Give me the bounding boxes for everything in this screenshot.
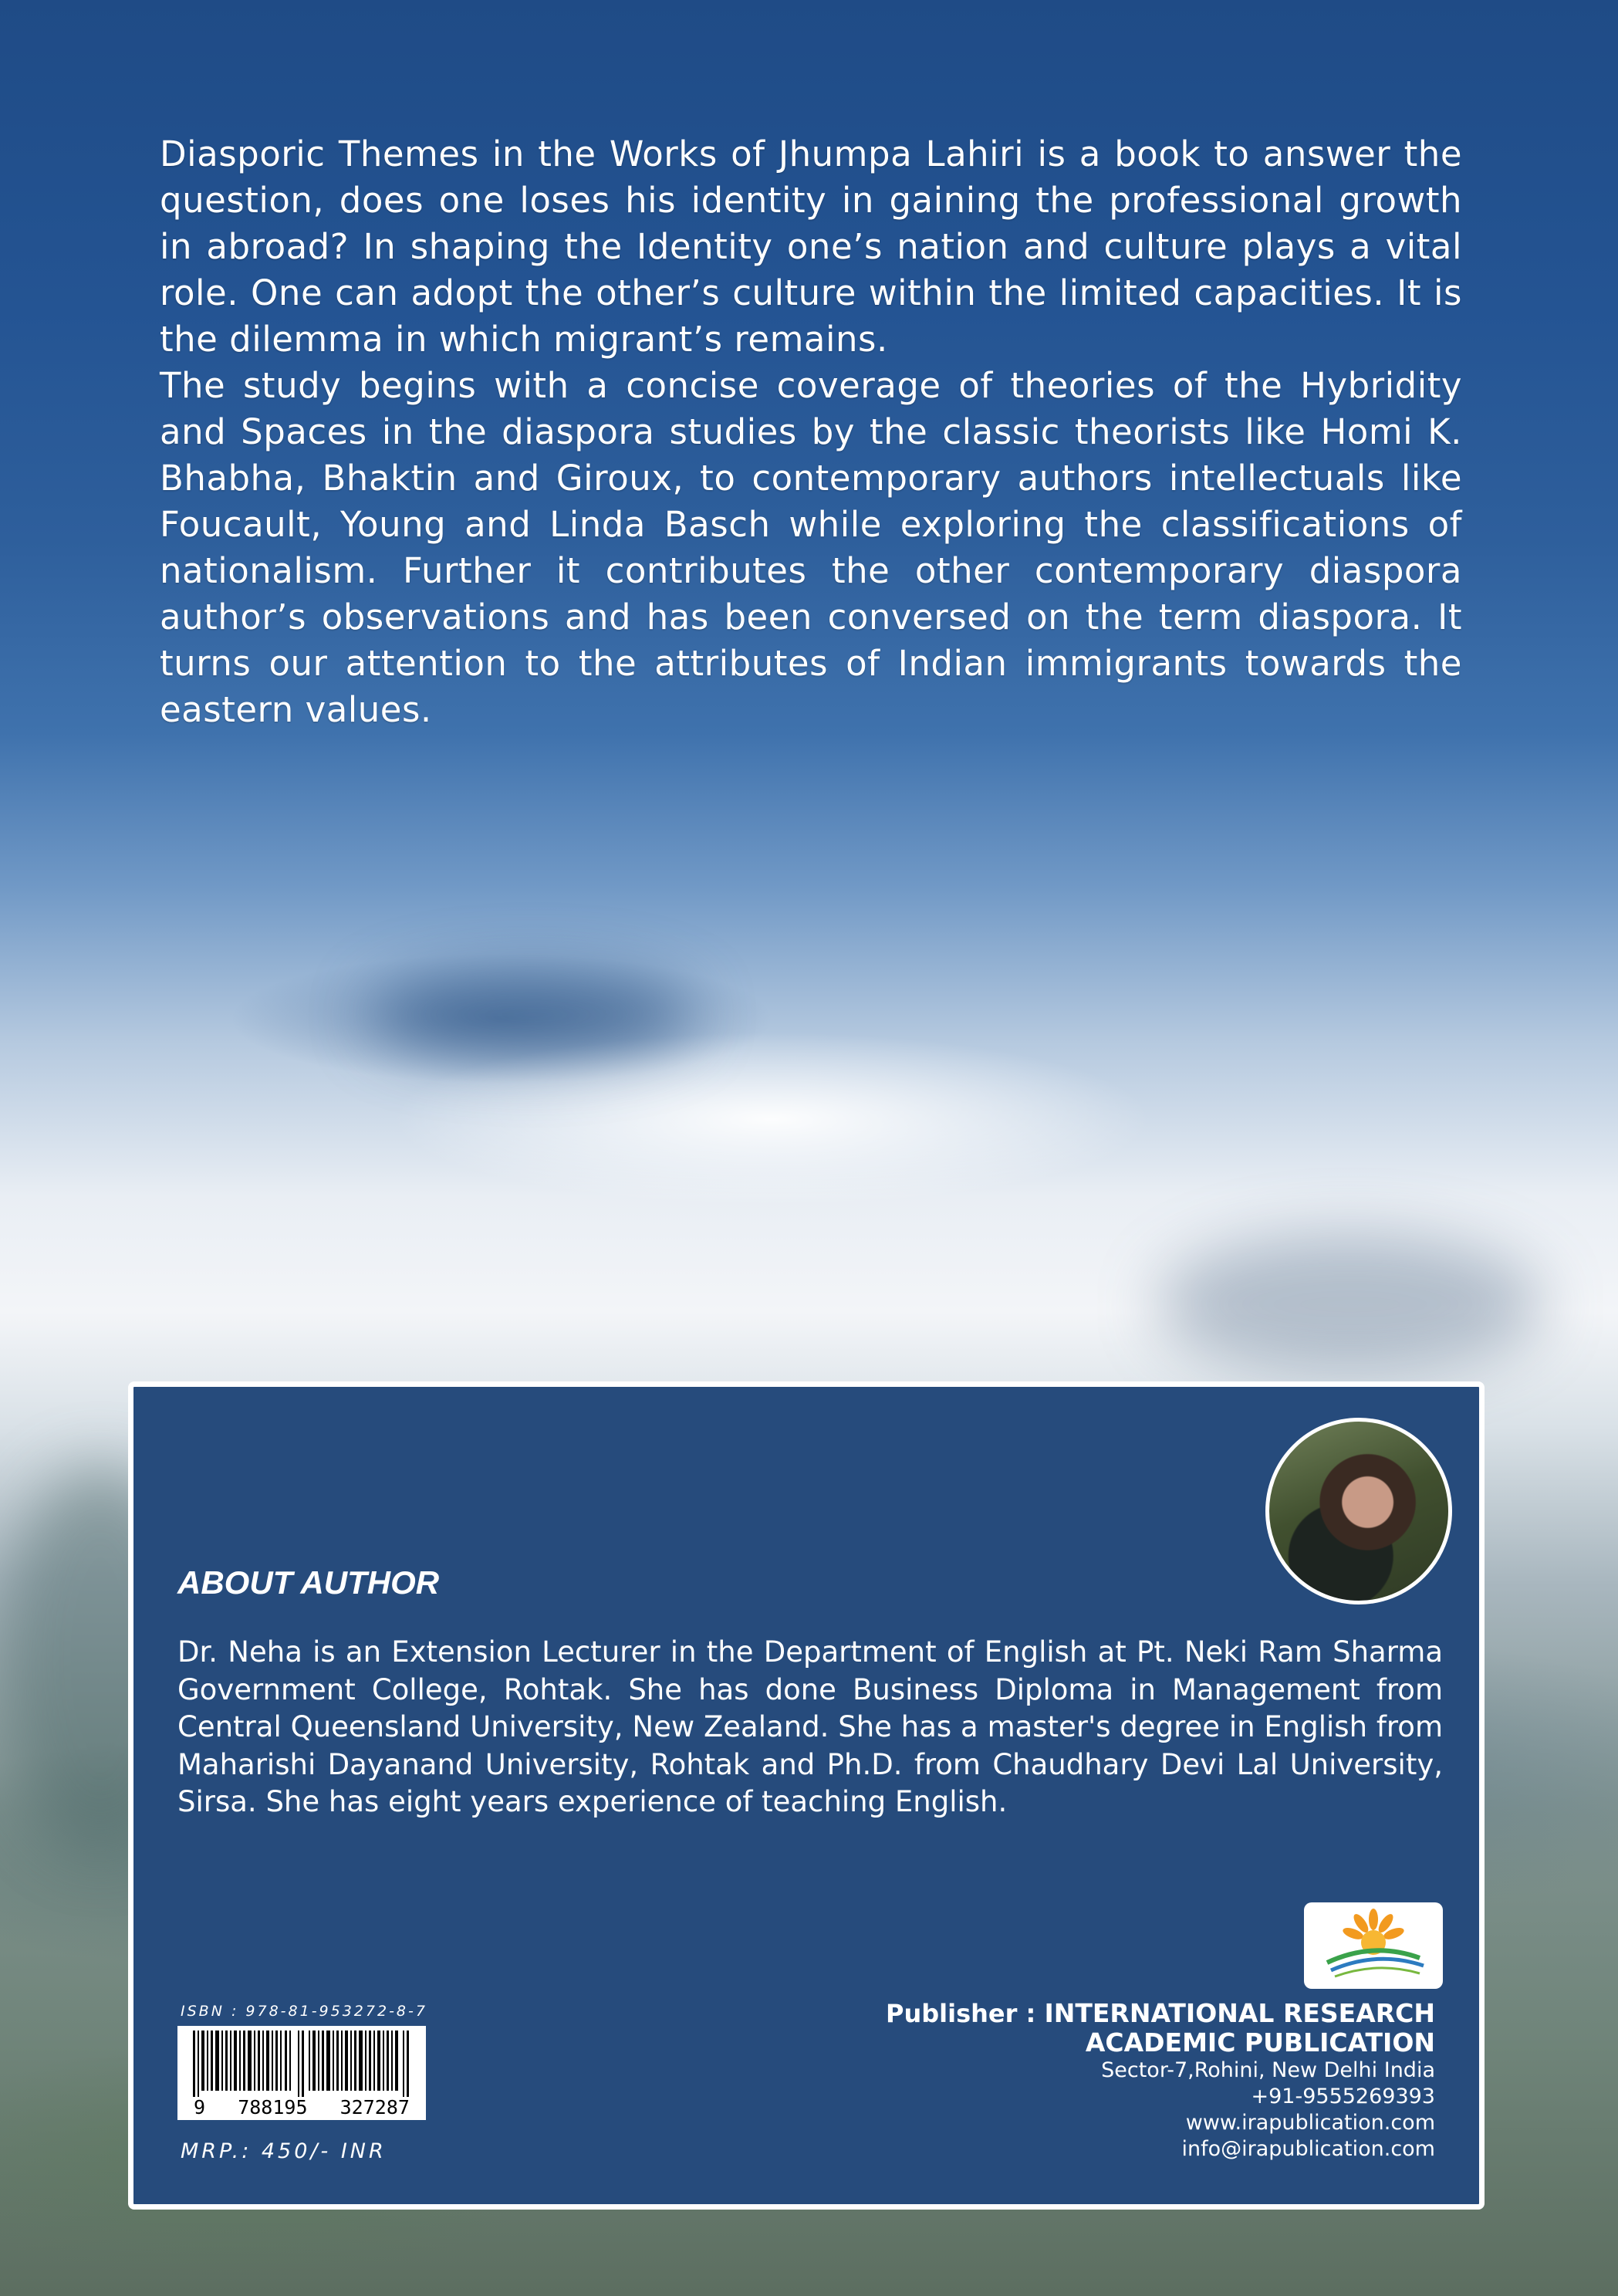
barcode-digit-group: 327287 [339, 2096, 410, 2118]
about-author-panel [128, 1381, 1485, 2210]
description-paragraph-2: The study begins with a concise coverage of theories of the Hybridity and Spaces in the diaspora studies by the classic theorists like Homi K. Bhabha, Bhaktin and Giroux, to contemporary authors intellectuals like Foucault, Young and Linda Basch while exploring the classifications of nationalism. Further it contributes the other contemporary diaspora author’s observations and has been conversed on the term diaspora. It turns our attention to the attributes of Indian immigrants towards the eastern values. [160, 365, 1462, 730]
book-description [160, 131, 1462, 733]
publisher-logo [1304, 1902, 1443, 1989]
background-cloud [1157, 1235, 1543, 1374]
background-cloud [370, 972, 694, 1057]
barcode-digit-group: 788195 [238, 2096, 308, 2118]
price-label: MRP.: 450/- INR [181, 2139, 387, 2163]
about-author-title: ABOUT AUTHOR [177, 1564, 440, 1601]
publisher-info [886, 1999, 1435, 2162]
publisher-label: Publisher : [886, 1999, 1045, 2028]
description-paragraph-1: Diasporic Themes in the Works of Jhumpa Lahiri is a book to answer the question, does one loses his identity in gaining the professional growth in abroad? In shaping the Identity one’s nation and culture plays a vital role. One can adopt the other’s culture within the limited capacities. It is the dilemma in which migrant’s remains. [160, 134, 1462, 360]
isbn-barcode [177, 2026, 426, 2120]
barcode-digit-group: 9 [194, 2096, 206, 2118]
publisher-name-line-1: INTERNATIONAL RESEARCH [1044, 1998, 1435, 2028]
sun-logo-icon [1304, 1902, 1443, 1989]
author-photo [1265, 1418, 1452, 1604]
publisher-email[interactable]: info@irapublication.com [1181, 2137, 1435, 2161]
publisher-name-line-2: ACADEMIC PUBLICATION [1085, 2027, 1435, 2058]
barcode-digits [177, 2096, 426, 2118]
publisher-address: Sector-7,Rohini, New Delhi India [1101, 2058, 1435, 2082]
isbn-label: ISBN : 978-81-953272-8-7 [181, 2003, 427, 2020]
barcode-icon [177, 2026, 426, 2097]
publisher-phone: +91-9555269393 [1251, 2085, 1435, 2108]
about-author-text: Dr. Neha is an Extension Lecturer in the Department of English at Pt. Neki Ram Sharma Government College, Rohtak. She has done Business Diploma in Management from Central Queensland University, New Zealand. She has a master's degree in English from Maharishi Dayanand University, Rohtak and Ph.D. from Chaudhary Devi Lal University, Sirsa. She has eight years experience of teaching English. [177, 1635, 1443, 1818]
publisher-website[interactable]: www.irapublication.com [1185, 2111, 1435, 2135]
